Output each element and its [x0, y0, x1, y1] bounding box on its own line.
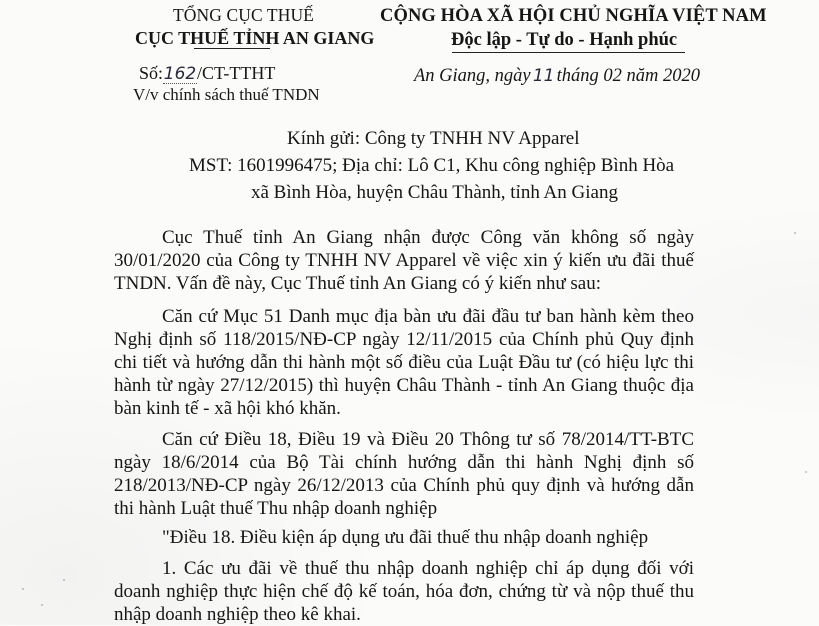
date-day-handwritten: 11: [532, 66, 555, 86]
document-subject: V/v chính sách thuế TNDN: [133, 85, 320, 104]
document-number-suffix: /CT-TTHT: [197, 63, 276, 83]
national-title: CỘNG HÒA XÃ HỘI CHỦ NGHĨA VIỆT NAM: [380, 6, 767, 26]
scan-speck: [794, 232, 796, 234]
document-number-prefix: Số:: [139, 63, 164, 83]
body-paragraph-article-clause-1: 1. Các ưu đãi về thuế thu nhập doanh nghiệp chỉ áp dụng đối với doanh nghiệp thực hiện chế độ kế toán, hóa đơn, chứng từ và nộp thuế thu nhập doanh nghiệp theo kê khai.: [114, 558, 694, 625]
scan-speck: [41, 604, 43, 606]
issue-date: [414, 67, 700, 86]
scan-speck: [22, 588, 24, 590]
quoted-article-heading: "Điều 18. Điều kiện áp dụng ưu đãi thuế thu nhập doanh nghiệp: [162, 527, 649, 548]
scan-speck: [63, 579, 65, 581]
body-paragraph-legal-basis-1: Căn cứ Mục 51 Danh mục địa bàn ưu đãi đầu tư ban hành kèm theo Nghị định số 118/2015/NĐ-CP ngày 12/11/2015 của Chính phủ Quy định chi tiết và hướng dẫn thi hành một số điều của Luật Đầu tư (có hiệu lực thi hành từ ngày 27/12/2015) thì huyện Châu Thành - tỉnh An Giang thuộc địa bàn kinh tế - xã hội khó khăn.: [114, 306, 694, 419]
issuing-agency: CỤC THUẾ TỈNH AN GIANG: [135, 28, 375, 48]
document-number-handwritten: 162: [163, 64, 197, 84]
document-number: [139, 64, 275, 84]
recipient-address-continued: xã Bình Hòa, huyện Châu Thành, tỉnh An Giang: [251, 182, 618, 203]
motto-underline: [452, 52, 685, 53]
scan-speck: [805, 471, 807, 473]
parent-agency: TỔNG CỤC THUẾ: [173, 5, 314, 25]
body-paragraph-legal-basis-2: Căn cứ Điều 18, Điều 19 và Điều 20 Thông tư số 78/2014/TT-BTC ngày 18/6/2014 của Bộ Tài chính hướng dẫn thi hành Nghị định số 218/2013/NĐ-CP ngày 26/12/2013 của Chính phủ quy định và hướng dẫn thi hành Luật thuế Thu nhập doanh nghiệp: [114, 429, 694, 519]
national-motto: Độc lập - Tự do - Hạnh phúc: [451, 30, 678, 50]
date-prefix: An Giang, ngày: [414, 66, 531, 86]
body-paragraph-intro: Cục Thuế tỉnh An Giang nhận được Công văn không số ngày 30/01/2020 của Công ty TNHH NV Apparel về việc xin ý kiến ưu đãi thuế TNDN. Vấn đề này, Cục Thuế tỉnh An Giang có ý kiến như sau:: [114, 227, 694, 294]
recipient-line: Kính gửi: Công ty TNHH NV Apparel: [287, 128, 580, 149]
recipient-tax-id-address: MST: 1601996475; Địa chỉ: Lô C1, Khu công nghiệp Bình Hòa: [189, 155, 675, 176]
agency-underline: [194, 48, 270, 49]
date-suffix: tháng 02 năm 2020: [556, 66, 701, 86]
